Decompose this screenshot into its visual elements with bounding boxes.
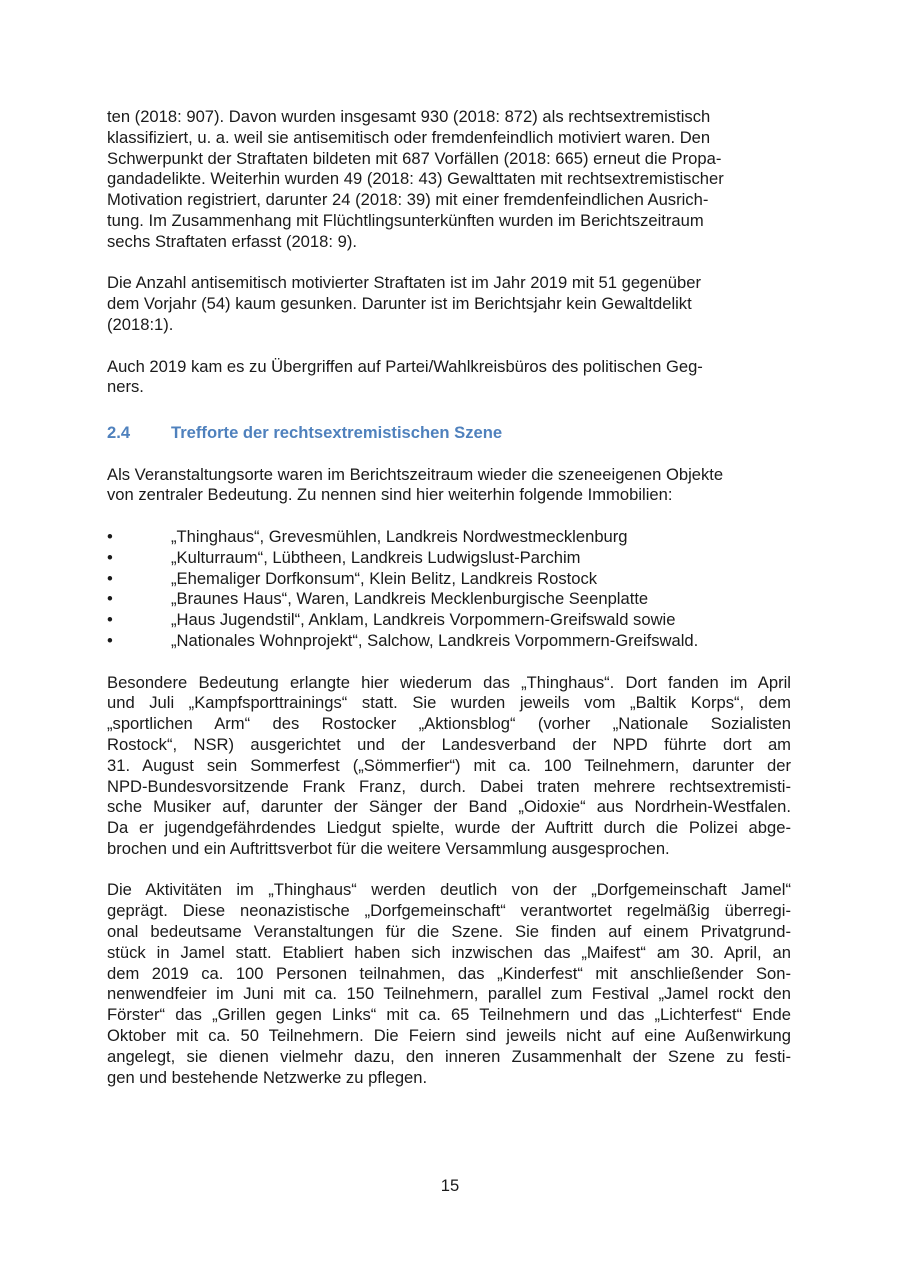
bullet-icon: •	[107, 568, 113, 588]
paragraph-6	[107, 880, 791, 1088]
text-line: angelegt, sie dienen vielmehr dazu, den inneren Zusammenhalt der Szene zu festi-	[107, 1046, 791, 1066]
text-line: tung. Im Zusammenhang mit Flüchtlingsunterkünften wurden im Berichtszeitraum	[107, 210, 704, 230]
text-line: dem Vorjahr (54) kaum gesunken. Darunter ist im Berichtsjahr kein Gewaltdelikt	[107, 294, 692, 314]
text-line: Rostock“, NSR) ausgerichtet und der Landesverband der NPD führte dort am	[107, 734, 791, 754]
text-line: (2018:1).	[107, 314, 174, 334]
list-item: • „Ehemaliger Dorfkonsum“, Klein Belitz, Landkreis Rostock	[107, 568, 598, 588]
venue-list	[107, 527, 791, 652]
document-body	[107, 107, 791, 1088]
text-line: Die Anzahl antisemitisch motivierter Straftaten ist im Jahr 2019 mit 51 gegenüber	[107, 273, 701, 293]
text-line: ten (2018: 907). Davon wurden insgesamt 930 (2018: 872) als rechtsextremistisch	[107, 107, 711, 126]
text-line: sechs Straftaten erfasst (2018: 9).	[107, 231, 357, 251]
text-line: Förster“ das „Grillen gegen Links“ mit ca. 65 Teilnehmern und das „Lichterfest“ Ende	[107, 1005, 791, 1025]
list-item: • „Kulturraum“, Lübtheen, Landkreis Ludwigslust-Parchim	[107, 547, 581, 567]
text-line: 31. August sein Sommerfest („Sömmerfier“) mit ca. 100 Teilnehmern, darunter der	[107, 755, 791, 775]
text-line: onal bedeutsame Veranstaltungen für die Szene. Sie finden auf einem Privatgrund-	[107, 922, 791, 942]
text-line: gandadelikte. Weiterhin wurden 49 (2018: 43) Gewalttaten mit rechtsextremistischer	[107, 169, 724, 189]
paragraph-5	[107, 673, 791, 860]
paragraph-1	[107, 107, 791, 253]
section-number: 2.4	[107, 422, 131, 442]
text-line: NPD-Bundesvorsitzende Frank Franz, durch. Dabei traten mehrere rechtsextremisti-	[107, 776, 791, 796]
text-line: Da er jugendgefährdendes Liedgut spielte, wurde der Auftritt durch die Polizei abge-	[107, 818, 791, 838]
text-line: Schwerpunkt der Straftaten bildeten mit 687 Vorfällen (2018: 665) erneut die Propa-	[107, 148, 722, 168]
section-heading	[107, 423, 791, 444]
list-item: • „Nationales Wohnprojekt“, Salchow, Landkreis Vorpommern-Greifswald.	[107, 630, 699, 650]
page-number: 15	[440, 1176, 460, 1195]
text-line: gen und bestehende Netzwerke zu pflegen.	[107, 1067, 428, 1087]
list-item: • „Haus Jugendstil“, Anklam, Landkreis Vorpommern-Greifswald sowie	[107, 610, 676, 630]
text-line: und Juli „Kampfsporttrainings“ statt. Sie wurden jeweils vom „Baltik Korps“, dem	[107, 693, 791, 713]
text-line: stück in Jamel statt. Etabliert haben sich inzwischen das „Maifest“ am 30. April, an	[107, 942, 791, 962]
text-line: dem 2019 ca. 100 Personen teilnahmen, das „Kinderfest“ mit anschließender Son-	[107, 963, 791, 983]
text-line: Als Veranstaltungsorte waren im Berichtszeitraum wieder die szeneeigenen Objekte	[107, 464, 724, 484]
list-item: • „Thinghaus“, Grevesmühlen, Landkreis Nordwestmecklenburg	[107, 526, 628, 546]
text-line: brochen und ein Auftrittsverbot für die weitere Versammlung ausgesprochen.	[107, 838, 670, 858]
bullet-icon: •	[107, 526, 113, 546]
text-line: von zentraler Bedeutung. Zu nennen sind hier weiterhin folgende Immobilien:	[107, 485, 673, 505]
text-line: Besondere Bedeutung erlangte hier wiederum das „Thinghaus“. Dort fanden im April	[107, 672, 791, 692]
paragraph-3	[107, 357, 791, 399]
text-line: Oktober mit ca. 50 Teilnehmern. Die Feiern sind jeweils nicht auf eine Außenwirkung	[107, 1026, 791, 1046]
bullet-icon: •	[107, 589, 113, 609]
bullet-icon: •	[107, 610, 113, 630]
text-line: geprägt. Diese neonazistische „Dorfgemeinschaft“ verantwortet regelmäßig überregi-	[107, 901, 791, 921]
paragraph-2	[107, 273, 791, 335]
text-line: klassifiziert, u. a. weil sie antisemitisch oder fremdenfeindlich motiviert waren. Den	[107, 127, 711, 147]
bullet-icon: •	[107, 630, 113, 650]
text-line: „sportlichen Arm“ des Rostocker „Aktionsblog“ (vorher „Nationale Sozialisten	[107, 714, 791, 734]
section-title: Trefforte der rechtsextremistischen Szene	[171, 422, 503, 442]
text-line: Auch 2019 kam es zu Übergriffen auf Partei/Wahlkreisbüros des politischen Geg-	[107, 356, 703, 376]
list-item: • „Braunes Haus“, Waren, Landkreis Mecklenburgische Seenplatte	[107, 589, 649, 609]
text-line: Motivation registriert, darunter 24 (2018: 39) mit einer fremdenfeindlichen Ausrich-	[107, 190, 709, 210]
text-line: nenwendfeier im Juni mit ca. 150 Teilnehmern, parallel zum Festival „Jamel rockt den	[107, 984, 791, 1004]
paragraph-4	[107, 465, 791, 507]
bullet-icon: •	[107, 547, 113, 567]
text-line: ners.	[107, 377, 144, 397]
text-line: sche Musiker auf, darunter der Sänger der Band „Oidoxie“ aus Nordrhein-Westfalen.	[107, 797, 791, 817]
text-line: Die Aktivitäten im „Thinghaus“ werden deutlich von der „Dorfgemeinschaft Jamel“	[107, 880, 791, 900]
